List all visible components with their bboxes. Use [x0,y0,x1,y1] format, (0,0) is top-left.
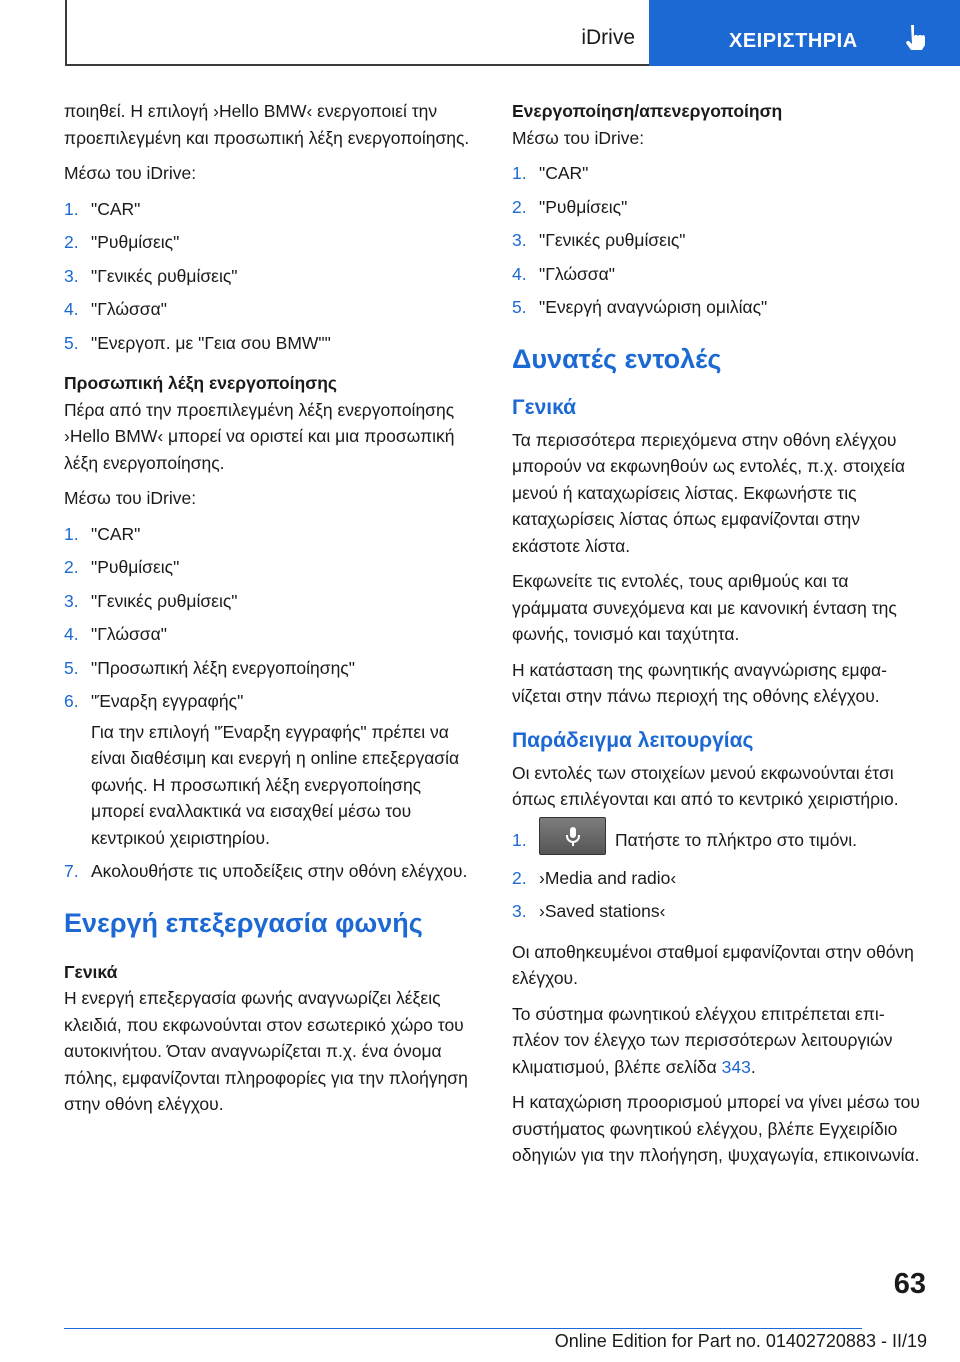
list-item [512,294,924,321]
list-item [64,521,476,548]
via-idrive-label: Μέσω του iDrive: [512,127,645,148]
step-number: 3. [64,265,79,286]
list-item [64,196,476,223]
header-divider-left [65,0,67,66]
list-item [64,621,476,648]
header-product-label: iDrive [581,26,635,49]
steps-list-active-recognition [512,160,924,321]
step-text: "Ρυθμίσεις" [539,196,628,217]
step-number: 2. [64,557,79,577]
page-link[interactable]: 343 [721,1056,751,1077]
step-text: "Γλώσσα" [91,624,167,644]
step-number: 1. [64,523,79,544]
list-item [512,898,924,925]
step-number: 4. [64,299,79,319]
section-heading: Ενεργή επεξεργασία φωνής [64,907,423,938]
section-subheading-blue: Παράδειγμα λειτουργίας [512,728,754,752]
footer-edition: Online Edition for Part no. 01402720883 - II/19 [554,1331,927,1351]
step-number: 2. [512,867,527,888]
body-text: . [750,1056,756,1077]
step-text: ›Saved stations‹ [539,901,666,922]
body-paragraph: Τα περισσότερα περιεχόμενα στην οθόνη ελέγχου μπορούν να εκφωνηθούν ως εντολές, π.χ. στοιχεία μενού ή καταχωρίσεις λίστας. Εκφωνήστε τις καταχωρίσεις λίστας όπως εμφανίζονται στην εκάστοτε λίστα. [512,429,905,556]
step-number: 5. [64,332,79,353]
step-number: 2. [512,196,527,217]
step-text: "Γενικές ρυθμίσεις" [91,265,238,286]
header-divider-bottom [65,64,649,66]
body-paragraph: Η ενεργή επεξεργασία φωνής αναγνωρίζει λέξεις κλειδιά, που εκφωνούνται στον εσωτερικό χώρο του αυτοκινήτου. Όταν αναγνωρίζεται π.χ. ένα όνομα πόλης, εμφανίζονται πληροφορίες για την πλοήγηση στην οθόνη ελέγχου. [64,988,468,1114]
step-number: 3. [64,590,79,611]
step-text: ›Media and radio‹ [539,867,677,888]
section-subheading: Γενικά [64,961,118,982]
list-item [64,655,476,682]
page-number: 63 [893,1268,926,1300]
list-item [512,194,924,221]
body-text: Το σύστημα φωνητικού ελέγχου επιτρέπεται επιπλέον τον έλεγχο των περισσότερων λειτουργιών κλιματισμού, βλέπε σελίδα [512,1003,893,1077]
step-number: 3. [512,230,527,250]
pointing-hand-icon [904,24,926,52]
body-paragraph [512,1001,924,1081]
steps-list-personal-word [64,521,476,885]
step-number: 4. [512,263,527,284]
list-item [64,263,476,290]
via-idrive-label: Μέσω του iDrive: [64,488,197,508]
step-text: "Ενεργή αναγνώριση ομιλίας" [539,297,768,317]
step-text: "CAR" [91,198,141,219]
step-number: 4. [64,624,79,644]
list-item [64,588,476,615]
body-paragraph: Οι αποθηκευμένοι σταθμοί εμφανίζονται στην οθόνη ελέγχου. [512,941,914,989]
section-heading: Δυνατές εντολές [512,343,722,374]
steps-list-wake-word [64,196,476,357]
step-number: 2. [64,232,79,252]
list-item [64,554,476,581]
section-subheading: Προσωπική λέξη ενεργοποίησης [64,373,337,393]
list-item [512,261,924,288]
step-number: 1. [512,163,527,183]
list-item [512,160,924,187]
header-section-tab[interactable] [649,0,960,66]
step-text: "Προσωπική λέξη ενεργοποίησης" [91,657,355,678]
list-item [64,330,476,357]
left-column [64,98,476,1127]
body-paragraph: Εκφωνείτε τις εντολές, τους αριθμούς και τα γράμματα συνεχόμενα και με κανονική ένταση της φωνής, τονισμό και ταχύτητα. [512,571,897,644]
step-number: 5. [512,297,527,317]
body-paragraph: Οι εντολές των στοιχείων μενού εκφωνούνται έτσι όπως επιλέγονται και από το κεντρικό χειριστήριο. [512,762,899,809]
list-item [512,865,924,892]
list-item [64,858,476,885]
step-text: "Ρυθμίσεις" [91,557,180,577]
step-text: "Ενεργοπ. με "Γεια σου BMW"" [91,332,331,353]
step-text: "Έναρξη εγγραφής" [91,691,244,711]
steps-list-example [512,827,924,925]
via-idrive-label: Μέσω του iDrive: [64,163,197,183]
header-section-label: ΧΕΙΡΙΣΤΗΡΙΑ [729,29,858,52]
body-paragraph: Η καταχώριση προορισμού μπορεί να γίνει μέσω του συστήματος φωνητικού ελέγχου, βλέπε Εγχειρίδιο οδηγιών για την πλοήγηση, ψυχαγωγία, επικοινωνία. [512,1092,920,1166]
step-text: Πατήστε το πλήκτρο στο τιμόνι. [615,829,857,850]
step-text: "CAR" [539,163,589,183]
list-item [64,688,476,851]
step-number: 7. [64,861,79,881]
voice-button-image [539,817,606,855]
step-text: "Γλώσσα" [539,263,615,284]
step-note: Για την επιλογή "Έναρξη εγγραφής" πρέπει να είναι διαθέσιμη και ενεργή η online επεξεργασία φωνής. Η προσωπική λέξη ενεργοποίησης μπορεί εναλλακτικά να εισαχθεί μέσω του κεντρικού χειριστηρίου. [91,721,460,848]
step-text: "Ρυθμίσεις" [91,232,180,252]
step-number: 1. [64,198,79,219]
microphone-icon [563,825,583,849]
list-item [64,229,476,256]
list-item [512,827,924,855]
step-text: "Γλώσσα" [91,299,167,319]
step-number: 3. [512,901,527,922]
section-subheading-blue: Γενικά [512,395,577,419]
step-number: 6. [64,691,79,711]
step-text: "Γενικές ρυθμίσεις" [91,590,238,611]
step-text: "CAR" [91,523,141,544]
list-item [512,227,924,254]
body-paragraph: Η κατάσταση της φωνητικής αναγνώρισης εμφανίζεται στην πάνω περιοχή της οθόνης ελέγχου. [512,659,887,706]
footer-divider [64,1328,862,1329]
list-item [64,296,476,323]
step-text: "Γενικές ρυθμίσεις" [539,230,686,250]
step-number: 1. [512,829,527,850]
step-number: 5. [64,657,79,678]
body-paragraph: Πέρα από την προεπιλεγμένη λέξη ενεργοποίησης ›Hello BMW‹ μπορεί να οριστεί και μια προσωπική λέξη ενεργοποίησης. [64,399,455,473]
section-subheading: Ενεργοποίηση/απενεργοποίηση [512,101,783,121]
step-text: Ακολουθήστε τις υποδείξεις στην οθόνη ελέγχου. [91,861,468,881]
right-column [512,98,924,1178]
intro-paragraph: ποιηθεί. Η επιλογή ›Hello BMW‹ ενεργοποιεί την προεπιλεγμένη και προσωπική λέξη ενεργοποίησης. [64,101,470,148]
